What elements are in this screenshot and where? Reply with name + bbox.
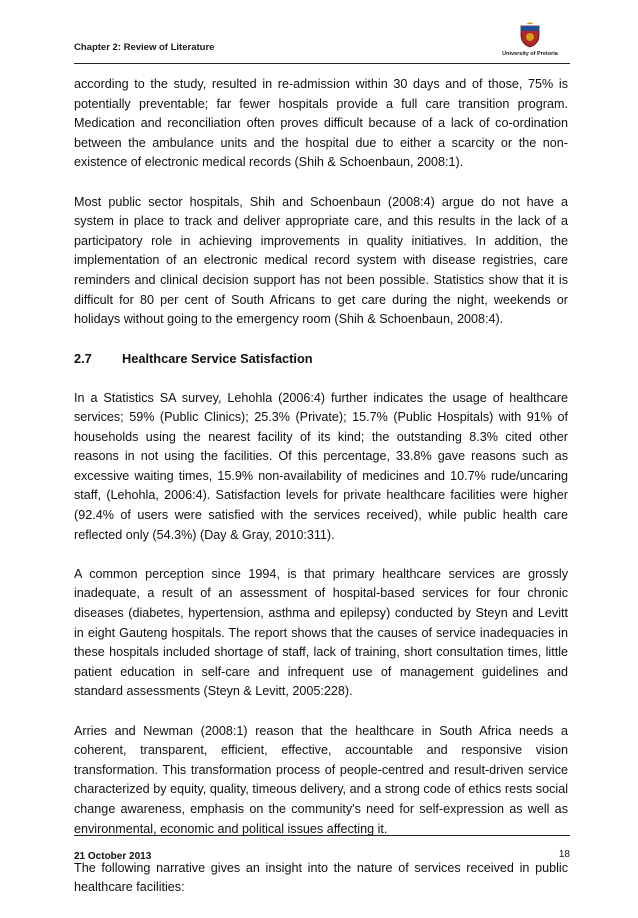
university-logo: [500, 22, 560, 62]
header-divider: [74, 63, 570, 64]
page-body: [74, 75, 568, 918]
paragraph-statistics-sa: In a Statistics SA survey, Lehohla (2006:4) further indicates the usage of healthcare services; 59% (Public Clinics); 25.3% (Private); 15.7% (Public Hospitals) with 91% of households using the nearest facility of its kind; the outstanding 8.3% cited other reasons in not using the facilities. Of this percentage, 33.8% gave reasons such as excessive waiting times, 15.9% non-availability of medicines and 10.7% rude/uncaring staff, (Lehohla, 2006:4). Satisfaction levels for private healthcare facilities were higher (92.4% of users were satisfied with the services received), while public health care reflected only (54.3%) (Day & Gray, 2010:311).: [74, 390, 568, 542]
chapter-title: Chapter 2: Review of Literature: [74, 42, 215, 53]
university-crest-icon: [519, 22, 541, 48]
logo-label: University of Pretoria: [502, 51, 558, 57]
page-header: [74, 22, 570, 62]
paragraph-common-perception: A common perception since 1994, is that primary healthcare services are grossly inadequate, a result of an assessment of hospital-based services for four chronic diseases (diabetes, hypertension, asthma and epilepsy) conducted by Steyn and Levitt in eight Gauteng hospitals. The report shows that the causes of service inadequacies in these hospitals included shortage of staff, lack of training, short consultation times, little patient education in self-care and infrequent use of management guidelines and standard assessments (Steyn & Levitt, 2005:228).: [74, 566, 568, 699]
footer-divider: [74, 835, 570, 836]
paragraph-arries-newman: Arries and Newman (2008:1) reason that the healthcare in South Africa needs a coherent, transparent, efficient, effective, accountable and responsive vision transformation. This transformation process of people-centred and result-driven service characterized by equity, quality, timeous delivery, and a strong code of ethics rests social change awareness, emphasis on the community's need for self-expression as well as environmental, economic and political issues affecting it.: [74, 723, 568, 836]
footer-date: 21 October 2013: [74, 851, 152, 862]
paragraph-public-hospitals: Most public sector hospitals, Shih and Schoenbaun (2008:4) argue do not have a system in place to track and deliver appropriate care, and this results in the lack of a participatory role in achieving improvements in quality initiatives. In addition, the implementation of an electronic medical record system with disease registries, care reminders and clinical decision support has not been possible. Statistics show that it is difficult for 80 per cent of South Africans to get care during the night, weekends or holidays without going to the emergency room (Shih & Schoenbaun, 2008:4).: [74, 194, 568, 327]
section-number: 2.7: [74, 351, 92, 367]
section-title: Healthcare Service Satisfaction: [122, 351, 313, 367]
paragraph-readmission: according to the study, resulted in re-admission within 30 days and of those, 75% is potentially preventable; far fewer hospitals provide a full care transition program. Medication and reconciliation often proves difficult because of a lack of co-ordination between the ambulance units and the hospital due to either a scarcity or the non-existence of electronic medical records (Shih & Schoenbaun, 2008:1).: [74, 77, 568, 170]
section-heading: [74, 349, 568, 369]
paragraph-narrative-intro: The following narrative gives an insight into the nature of services received in public healthcare facilities:: [74, 860, 568, 895]
page-number: 18: [558, 849, 570, 860]
